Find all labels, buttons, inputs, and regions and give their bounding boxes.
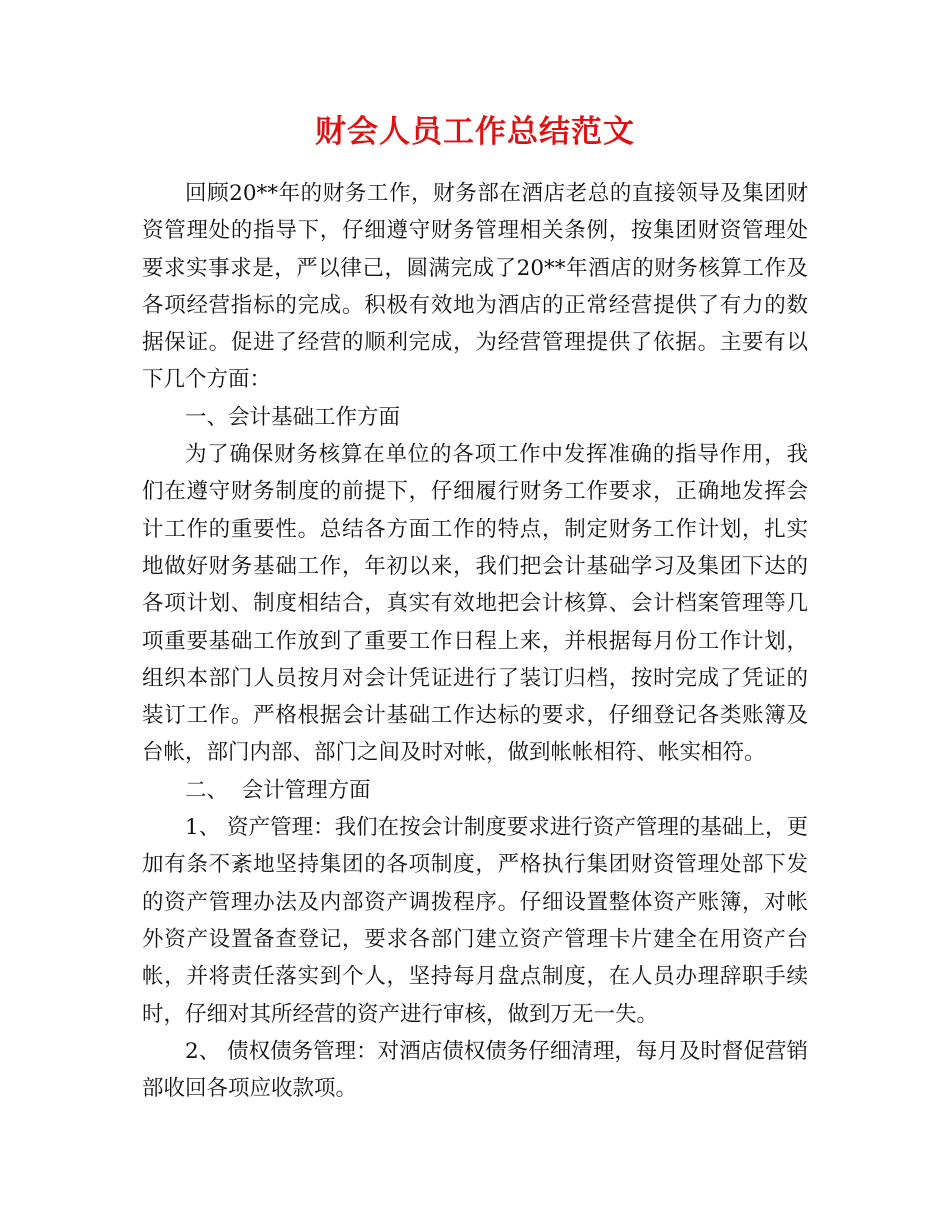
accounting-basics-paragraph: 为了确保财务核算在单位的各项工作中发挥准确的指导作用，我们在遵守财务制度的前提下，仔细履行财务工作要求，正确地发挥会计工作的重要性。总结各方面工作的特点，制定财务工作计划，扎实地做好财务基础工作，年初以来，我们把会计基础学习及集团下达的各项计划、制度相结合，真实有效地把会计核算、会计档案管理等几项重要基础工作放到了重要工作日程上来，并根据每月份工作计划，组织本部门人员按月对会计凭证进行了装订归档，按时完成了凭证的装订工作。严格根据会计基础工作达标的要求，仔细登记各类账簿及台帐，部门内部、部门之间及时对帐，做到帐帐相符、帐实相符。 <box>142 442 808 766</box>
document-title: 财会人员工作总结范文 <box>315 114 635 150</box>
section-heading-accounting-management: 二、 会计管理方面 <box>185 777 371 803</box>
debt-management-paragraph: 2、 债权债务管理：对酒店债权债务仔细清理，每月及时督促营销部收回各项应收款项。 <box>142 1038 808 1102</box>
intro-paragraph: 回顾20**年的财务工作，财务部在酒店老总的直接领导及集团财资管理处的指导下，仔细遵守财务管理相关条例，按集团财资管理处要求实事求是，严以律己，圆满完成了20**年酒店的财务核算工作及各项经营指标的完成。积极有效地为酒店的正常经营提供了有力的数据保证。促进了经营的顺利完成，为经营管理提供了依据。主要有以下几个方面： <box>142 181 808 393</box>
document-body <box>142 175 808 1107</box>
section-heading-accounting-basics: 一、会计基础工作方面 <box>185 404 401 430</box>
asset-management-paragraph: 1、 资产管理：我们在按会计制度要求进行资产管理的基础上，更加有条不紊地坚持集团的各项制度，严格执行集团财资管理处部下发的资产管理办法及内部资产调拨程序。仔细设置整体资产账簿，对帐外资产设置备查登记，要求各部门建立资产管理卡片建全在用资产台帐，并将责任落实到个人，坚持每月盘点制度，在人员办理辞职手续时，仔细对其所经营的资产进行审核，做到万无一失。 <box>142 815 808 1027</box>
